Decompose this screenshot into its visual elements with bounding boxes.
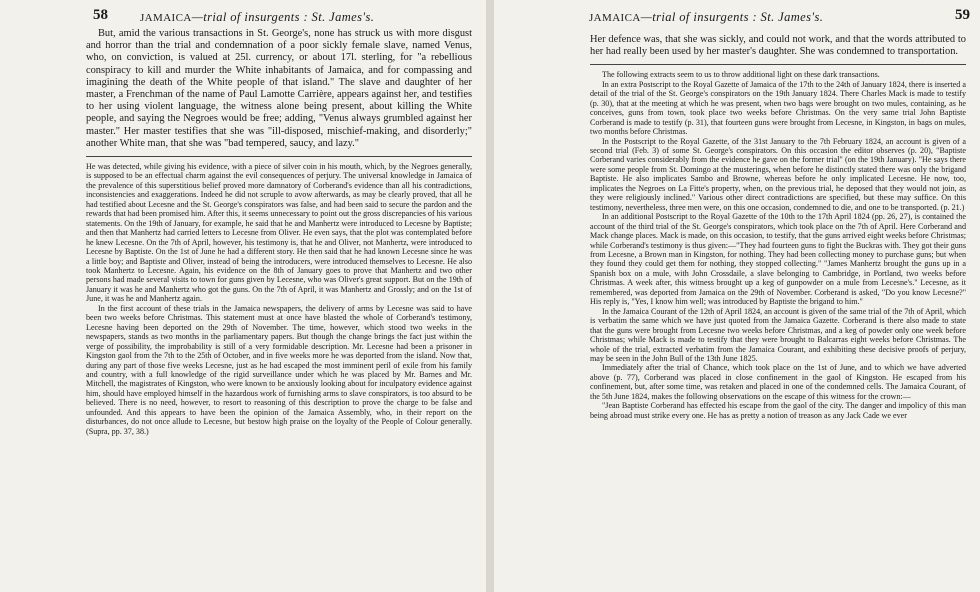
running-title-place: JAMAICA <box>589 12 641 24</box>
running-title <box>589 10 823 25</box>
footnote-rule <box>86 156 472 157</box>
left-page <box>0 0 486 592</box>
running-title-place: JAMAICA <box>140 12 192 24</box>
note-paragraph: "Jean Baptiste Corberand has effected his escape from the gaol of the city. The danger and impolicy of this man being abroad must strike every one. He has as pretty a notion of treason as any Jack Cade we ever <box>590 401 966 420</box>
note-paragraph: He was detected, while giving his evidence, with a piece of silver coin in his mouth, which, by the Negroes generally, is supposed to be an effectual charm against the evil consequences of perjury. The universal knowledge in Jamaica of the prevalence of this superstitious belief proved more damnatory of Corberand's evidence than all his contradictions, inconsistencies and exaggerations. Indeed he did not scruple to avow afterwards, as may be clearly proved, that all he had testified about Lecesne and the St. George's conspirators was false, and had been said to secure the pardon and the rewards that had been promised him. After this, it seems unnecessary to point out the gross discrepancies of his various statements. On the 19th of January, for example, he said that he and Manhertz were introduced to Lecesne by Baptiste; and then that Manhertz had carried letters to Lecesne from Oliver. He even says, that the plot was contemplated before he knew Lecesne. On the 7th of April, however, his testimony is, that he and Oliver, not Manhertz, were introduced to Lecesne by Baptiste. On the 1st of June he had a different story. He then said that he had known Lecesne since he was a little boy; and Baptiste and Oliver, instead of being the introducers, were introduced themselves to Lecesne. He also took Manhertz to Lecesne. Again, his evidence on the 8th of January goes to prove that Manhertz and two other persons had made several visits to town for guns given by Lecesne, who was Oliver's great support. But on the 19th of January it was he and Manhertz who got the guns. On the 7th of April, it was Manhertz and Grossly; and on the 1st of June, it was he and Manhertz again. <box>86 162 472 304</box>
book-gutter <box>486 0 494 592</box>
note-paragraph: The following extracts seem to us to throw additional light on these dark transactions. <box>602 70 880 80</box>
running-title-topic: —trial of insurgents : St. James's. <box>640 10 824 24</box>
main-paragraph: But, amid the various transactions in St. George's, none has struck us with more disgust and horror than the trial and condemnation of a poor sickly female slave, named Venus, who, on conviction, is valued at 25l. currency, or about 17l. sterling, for "a rebellious conspiracy to kill and murder the White inhabitants of Jamaica, and for compassing and imagining the death of the White people of that island." The slave and daughter of her master, a Frenchman of the name of Paul Lamotte Carrière, appears against her, and testifies to her using violent language, the witness alone being present, about killing the White people, and saying the Negroes would be free; adding, "Venus always grumbled against her master." Her master testifies that she was "ill-disposed, mischief-making, and disorderly;" another White man, that she was "bad tempered, saucy, and lazy." <box>86 28 472 149</box>
page-number: 58 <box>93 7 108 23</box>
running-header <box>0 0 486 26</box>
page-number: 59 <box>955 7 970 23</box>
running-title <box>140 10 374 25</box>
note-paragraph: In the Postscript to the Royal Gazette, of the 31st January to the 7th February 1824, an account is given of a second trial (Feb. 3) of some St. George's conspirators. On this occasion the editor observes (p. 20), "Baptiste Corberand varies considerably from the evidence he gave on the former trial" (on the 19th January). "He says there were some people from St. Domingo at the musterings, when before he distinctly stated there was only the brigand Baptiste. He also implicates Sambo and Browne, whereas before he only implicated Lecesne. He now, too, implicates the Negroes on La Fitte's property, when, on the previous trial, he deposed that they would not join, as they were religiously inclined." Various other direct contradictions are specified, but these may suffice. On this testimony, nevertheless, three men were, on this one occasion, condemned to die, and one to be transported. (p. 21.) <box>590 136 966 212</box>
footnote-rule <box>590 64 966 65</box>
text-column <box>590 34 966 420</box>
note-paragraph: In an additional Postscript to the Royal Gazette of the 10th to the 17th April 1824 (pp. 26, 27), is contained the account of the third trial of the St. George's conspirators, which took place on the 7th of April. Here Corberand and Mack change places. Mack is made, on this occasion, to testify, that the guns arrived eight weeks before Christmas; while Corberand's testimony is thus given:—"They had fourteen guns to fight the Buckras with. They got their guns from Lecesne, a Brown man in Kingston, for nothing. They had been collecting money to purchase guns; but when they found they could get them for nothing, they stopped collecting." "James Manhertz brought the guns up in a Spanish box on a mule, with John Crossdaile, a slave belonging to Cambridge, in Portland, two weeks before Christmas. A week after, this witness brought up a keg of gunpowder on a mule from Lecesne's." Lecesne, as it remembered, was deported from Jamaica on the 29th of November. Corberand is asked, "Do you know Lecesne?" His reply is, "Yes, I know him well; was introduced by Baptiste the brigand to him." <box>590 212 966 307</box>
running-title-topic: —trial of insurgents : St. James's. <box>191 10 375 24</box>
main-paragraph: Her defence was, that she was sickly, and could not work, and that the words attributed to her had really been used by her master's daughter. She was condemned to transportation. <box>590 34 966 58</box>
text-column <box>86 28 472 436</box>
note-paragraph: In the Jamaica Courant of the 12th of April 1824, an account is given of the same trial of the 7th of April, which is verbatim the same which we have just quoted from the Jamaica Gazette. Corberand is there also made to state that the guns were brought from Lecesne two weeks before Christmas, and a keg of powder only one week before Christmas; while Mack is made to testify that they were brought to Balcarras eight weeks before Christmas. The whole of the trial, extracted verbatim from the Jamaica Courant, and exhibiting these decisive proofs of perjury, may be seen in the John Bull of the 13th June 1825. <box>590 306 966 363</box>
right-page <box>494 0 980 592</box>
note-paragraph: In an extra Postscript to the Royal Gazette of Jamaica of the 17th to the 24th of January 1824, there is inserted a detail of the trial of the St. George's conspirators on the 19th January 1824. There Charles Mack is made to testify (p. 30), that at the meeting at which he was present, when two bags were brought on two mules, containing, as he conceives, guns from town, took place two weeks before Christmas. On the very same trial John Baptiste Corberand is made to testify (p. 31), that fourteen guns were brought from Lecesne, in Kingston, in bags on mules, two months before Christmas. <box>590 79 966 137</box>
note-paragraph: In the first account of these trials in the Jamaica newspapers, the delivery of arms by Lecesne was said to have been two weeks before Christmas. This statement must at once have blasted the whole of Corberand's testimony, Lecesne having been deported on the 29th of November. The time, however, which stood two weeks in the newspapers, stands as two months in the parliamentary papers. But though the change brings the fact just within the verge of possibility, the improbability is still of a very formidable description. Mr. Lecesne had been a prisoner in Kingston gaol from the 7th to the 25th of October, and in five weeks more he was deported from the island. Now that, during any part of those five weeks Lecesne, just as he had escaped the most imminent peril of exile from his family and country, with a full knowledge of the rigid surveillance under which he was placed by Mr. Barnes and Mr. Mitchell, the magistrates of Kingston, who were known to be anxiously looking about for inculpatory evidence against him, should have employed himself in the hazardous work of furnishing arms to slave conspirators, is too absurd to be believed. There is no need, however, to resort to reasoning of this description to prove the charge to be false and unfounded. And this appears to have been the opinion of the Jamaica Assembly, who, in their report on the disturbances, do not once allude to Lecesne, but bestow high praise on the loyalty of the People of Colour generally. (Supra, pp. 37, 38.) <box>86 303 472 436</box>
running-header <box>494 0 980 26</box>
note-paragraph: Immediately after the trial of Chance, which took place on the 1st of June, and to which we have adverted above (p. 77), Corberand was placed in close confinement in the gaol of Kingston. He escaped from his confinement, but, after some time, was retaken and placed in one of the condemned cells. The Jamaica Courant, of the 5th June 1824, makes the following observations on the escape of this witness for the crown:— <box>590 363 966 401</box>
